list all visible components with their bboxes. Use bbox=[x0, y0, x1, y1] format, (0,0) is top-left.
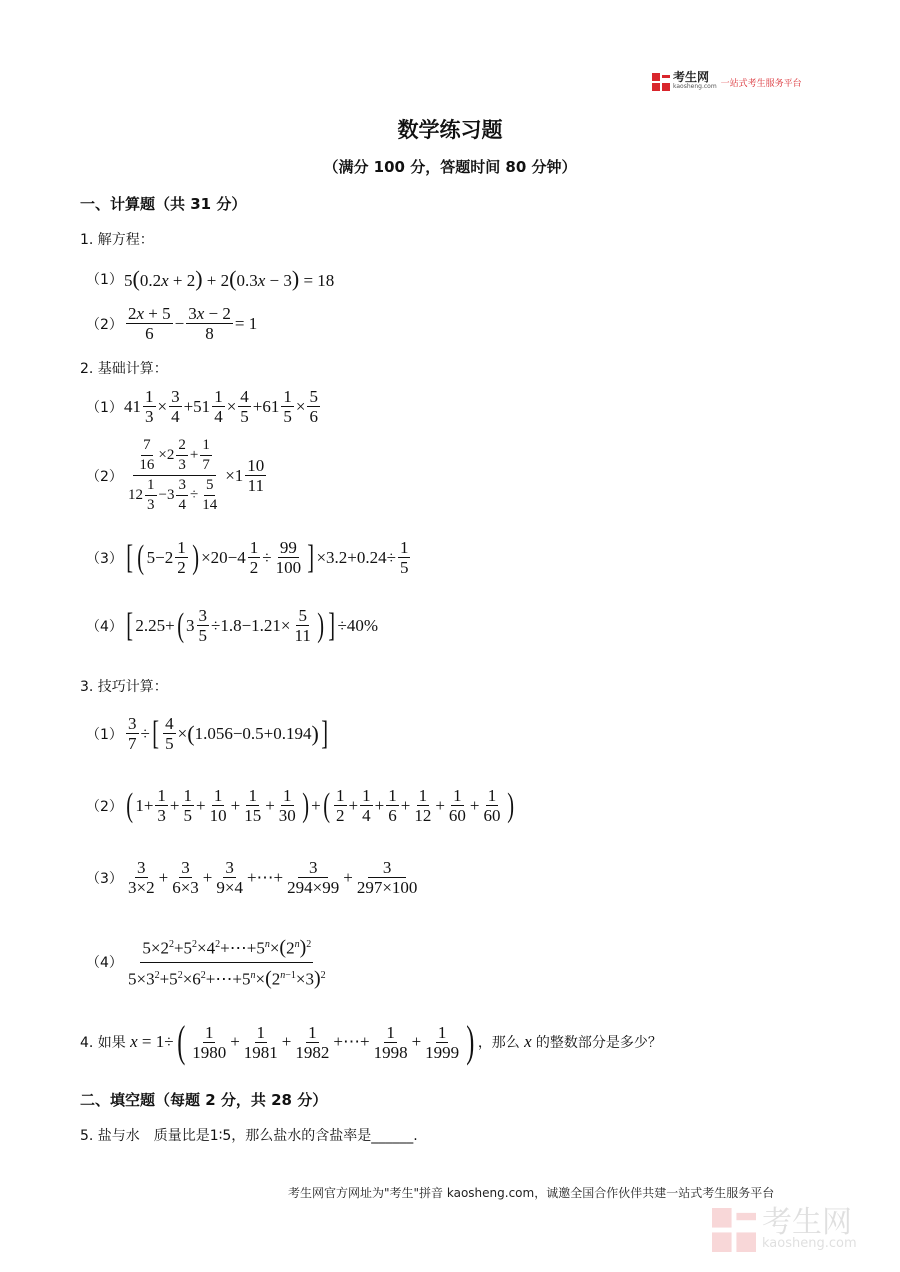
watermark-name: 考生网 bbox=[762, 1205, 852, 1240]
eq-3-1: （1） 3 7 ÷ [ 4 5 × ( 1.056−0.5+0.194 ) ] bbox=[86, 714, 328, 753]
eq-3-4: （4） $5\times 2^2+5^2\times 4^2+\cdots+5^n\times(2^n)^2$ $5\times 3^2+5^2\times 6^2+\cdots+5^n\times(2^{n-1}\times 3)^2$ bbox=[86, 932, 330, 992]
header-logo[interactable] bbox=[652, 72, 802, 92]
logo-icon bbox=[652, 73, 670, 91]
eq-1-2: （2） 2x + 5 6 − 3x − 2 8 = 1 bbox=[86, 304, 258, 343]
watermark-domain: kaosheng.com bbox=[762, 1236, 857, 1251]
eq-3-2: （2） ( 1+ 1 3 + 1 5 + 1 10 + 1 15 + 1 30 ) + ( 1 2 + 1 4 + 1 6 + 1 12 + 1 60 + 1 60 ) bbox=[86, 786, 514, 825]
logo-slogan: 一站式考生服务平台 bbox=[720, 78, 802, 89]
logo-domain: kaosheng.com bbox=[673, 83, 717, 90]
question-1: 1. 解方程： bbox=[80, 232, 154, 248]
watermark-icon bbox=[712, 1208, 756, 1252]
eq-3-3: （3） 3 3×2 + 3 6×3 + 3 9×4 +⋯+ 3 294×99 + 3 297×100 bbox=[86, 858, 418, 897]
watermark-logo bbox=[712, 1205, 857, 1252]
page-title: 数学练习题 bbox=[397, 118, 503, 142]
question-2: 2. 基础计算： bbox=[80, 361, 168, 377]
eq-4: 4. 如果 x = 1÷ ( 1 1980 + 1 1981 + 1 1982 +⋯+ 1 1998 + 1 1999 ) ，那么 x 的整数部分是多少？ bbox=[80, 1017, 662, 1066]
question-3: 3. 技巧计算： bbox=[80, 679, 168, 695]
eq-2-4: （4） [ 2.25+ ( 3 3 5 ÷1.8−1.21× 5 11 ) ] ÷40% bbox=[86, 606, 379, 645]
section-2-heading: 二、填空题（每题 2 分，共 28 分） bbox=[80, 1091, 328, 1109]
logo-name: 考生网 bbox=[673, 70, 710, 84]
eq-1-1: （1） 5(0.2x + 2) + 2(0.3x − 3) = 18 bbox=[86, 266, 335, 291]
eq-2-3: （3） [ ( 5−2 1 2 ) ×20−4 1 2 ÷ 99 100 ] ×3.2+0.24÷ 1 5 bbox=[86, 538, 409, 577]
section-1-heading: 一、计算题（共 31 分） bbox=[80, 195, 247, 213]
footer-text: 考生网官方网址为"考生"拼音 kaosheng.com，诚邀全国合作伙伴共建一站式考生服务平台 bbox=[288, 1186, 775, 1200]
eq-2-1: （1） 41 1 3 × 3 4 +51 1 4 × 4 5 +61 1 5 × 5 6 bbox=[86, 387, 318, 426]
page-subtitle: （满分 100 分，答题时间 80 分钟） bbox=[323, 158, 577, 176]
eq-2-2: （2） $\frac{7}{16}$ ×2 $\frac{2}{3}$ + $\frac{1}{7}$ 12 $\frac{1}{3}$ −3 $\frac{3}{4}$ ÷ $\frac{5}{14}$ ×1 10 11 bbox=[86, 437, 265, 513]
question-5: 5. 盐与水 质量比是1∶5，那么盐水的含盐率是______. bbox=[80, 1128, 418, 1144]
